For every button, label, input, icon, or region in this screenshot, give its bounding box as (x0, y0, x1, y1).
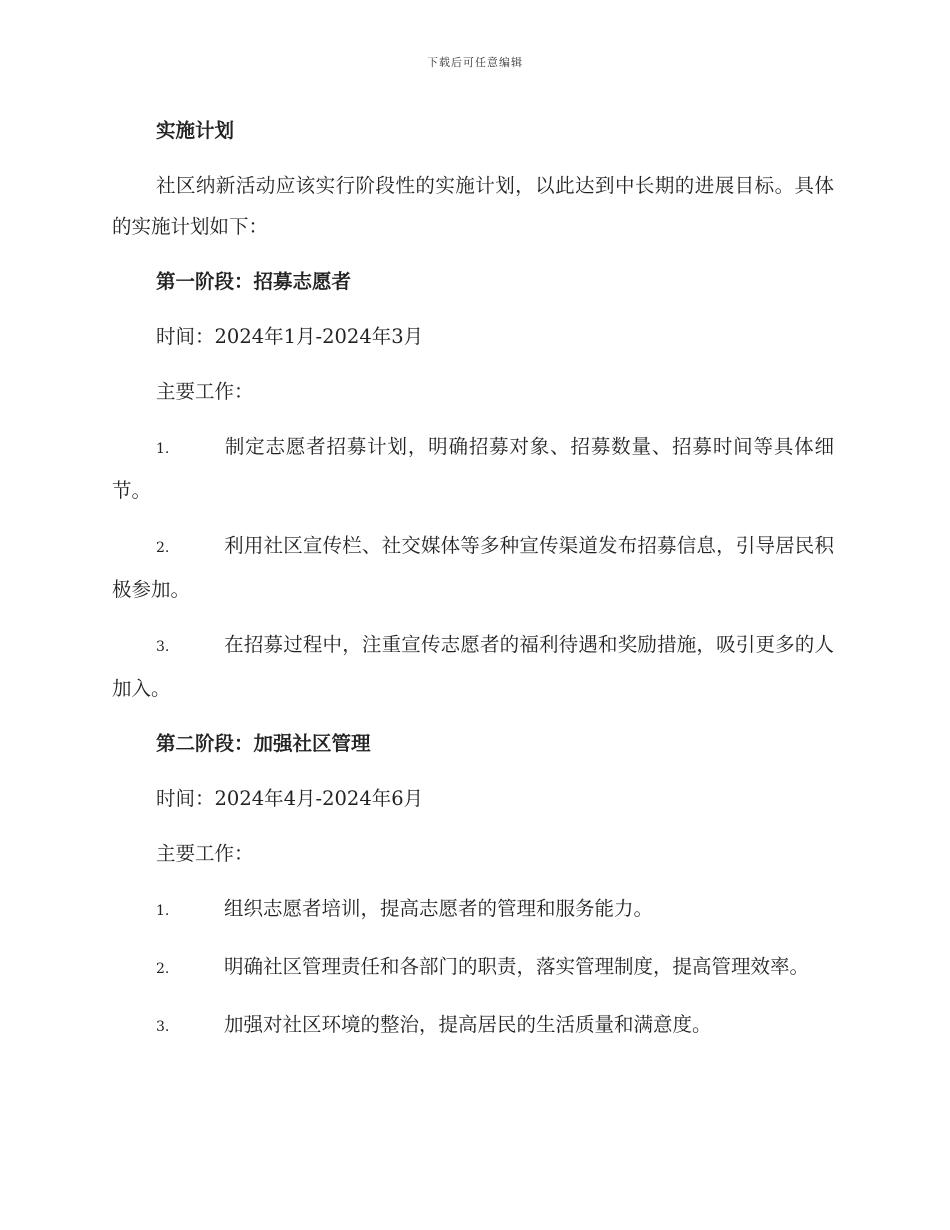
list-item-text: 在招募过程中，注重宣传志愿者的福利待遇和奖励措施，吸引更多的人加入。 (112, 633, 834, 700)
list-item-number: 3. (156, 639, 170, 655)
list-item-number: 3. (156, 1019, 170, 1035)
phase-1-heading: 第一阶段：招募志愿者 (156, 270, 352, 293)
list-item (112, 525, 834, 610)
document-body (112, 110, 834, 1062)
list-item-number: 1. (156, 903, 170, 919)
list-item-text: 制定志愿者招募计划，明确招募对象、招募数量、招募时间等具体细节。 (112, 435, 834, 502)
phase-2-time: 时间：2024年4月-2024年6月 (156, 787, 424, 810)
document-title: 实施计划 (156, 119, 235, 142)
list-item-number: 2. (156, 961, 170, 977)
list-item (112, 624, 834, 709)
list-item-number: 2. (156, 540, 170, 556)
list-item (112, 888, 834, 932)
list-item (112, 946, 834, 990)
page-header-note: 下载后可任意编辑 (427, 56, 523, 69)
intro-paragraph: 社区纳新活动应该实行阶段性的实施计划，以此达到中长期的进展目标。具体的实施计划如下： (112, 174, 834, 238)
list-item-text: 明确社区管理责任和各部门的职责，落实管理制度，提高管理效率。 (224, 955, 810, 978)
list-item (112, 426, 834, 511)
phase-2-work-label: 主要工作： (156, 842, 254, 865)
list-item-text: 利用社区宣传栏、社交媒体等多种宣传渠道发布招募信息，引导居民积极参加。 (112, 534, 834, 601)
list-item-text: 组织志愿者培训，提高志愿者的管理和服务能力。 (224, 897, 654, 920)
phase-1-work-label: 主要工作： (156, 380, 254, 403)
list-item (112, 1004, 834, 1048)
phase-2-heading: 第二阶段：加强社区管理 (156, 732, 371, 755)
phase-1-time: 时间：2024年1月-2024年3月 (156, 325, 424, 348)
list-item-number: 1. (156, 441, 170, 457)
list-item-text: 加强对社区环境的整治，提高居民的生活质量和满意度。 (224, 1013, 712, 1036)
